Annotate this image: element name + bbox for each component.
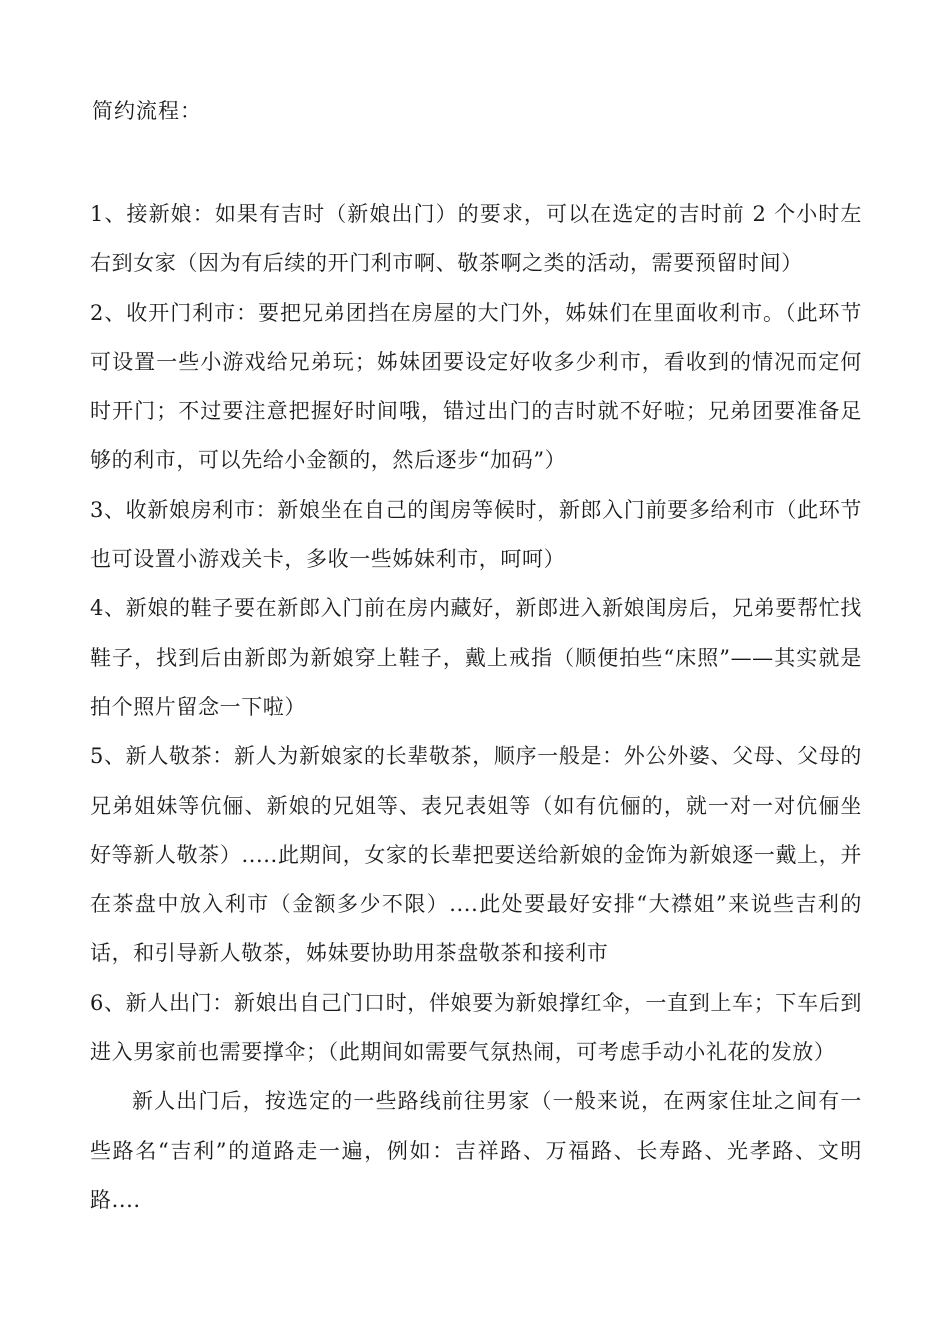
paragraph-step-5: 5、新人敬茶：新人为新娘家的长辈敬茶，顺序一般是：外公外婆、父母、父母的兄弟姐妹等伉俪、新娘的兄姐等、表兄表姐等（如有伉俪的，就一对一对伉俪坐好等新人敬茶）.....此期间，女家的长辈把要送给新娘的金饰为新娘逐一戴上，并在茶盘中放入利市（金额多少不限）....此处要最好安排“大襟姐”来说些吉利的话，和引导新人敬茶，姊妹要协助用茶盘敬茶和接利市 [90,744,862,966]
paragraph-step-4: 4、新娘的鞋子要在新郎入门前在房内藏好，新郎进入新娘闺房后，兄弟要帮忙找鞋子，找到后由新郎为新娘穿上鞋子，戴上戒指（顺便拍些“床照”——其实就是拍个照片留念一下啦） [90,596,862,719]
paragraph-step-6: 6、新人出门：新娘出自己门口时，伴娘要为新娘撑红伞，一直到上车；下车后到进入男家前也需要撑伞；（此期间如需要气氛热闹，可考虑手动小礼花的发放） [90,990,862,1065]
paragraph-step-2: 2、收开门利市：要把兄弟团挡在房屋的大门外，姊妹们在里面收利市。（此环节可设置一些小游戏给兄弟玩；姊妹团要设定好收多少利市，看收到的情况而定何时开门；不过要注意把握好时间哦，错过出门的吉时就不好啦；兄弟团要准备足够的利市，可以先给小金额的，然后逐步“加码”） [90,300,862,473]
document-body [90,190,862,1225]
paragraph-step-1: 1、接新娘：如果有吉时（新娘出门）的要求，可以在选定的吉时前 2 个小时左右到女家（因为有后续的开门利市啊、敬茶啊之类的活动，需要预留时间） [90,202,862,276]
document-title: 简约流程： [92,99,202,123]
paragraph-route: 新人出门后，按选定的一些路线前往男家（一般来说，在两家住址之间有一些路名“吉利”的道路走一遍，例如：吉祥路、万福路、长寿路、光孝路、文明路.... [90,1089,862,1212]
paragraph-step-3: 3、收新娘房利市：新娘坐在自己的闺房等候时，新郎入门前要多给利市（此环节也可设置小游戏关卡，多收一些姊妹利市，呵呵） [90,497,862,572]
